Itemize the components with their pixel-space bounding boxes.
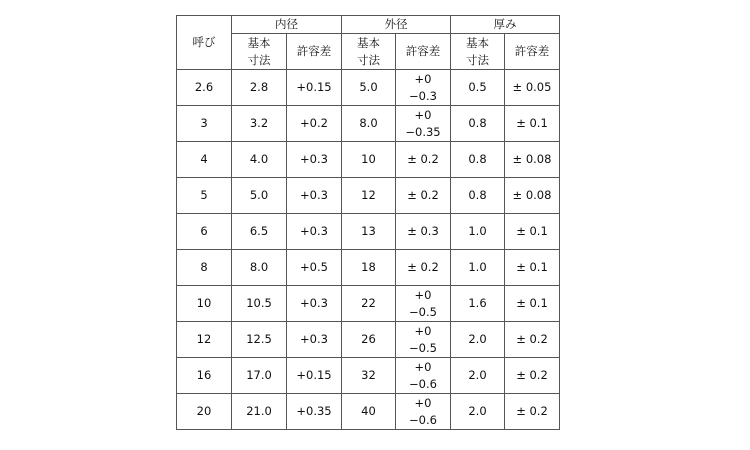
cell-t-tolerance: ± 0.05 bbox=[505, 70, 560, 106]
cell-id-basic: 4.0 bbox=[232, 142, 287, 178]
header-row-groups bbox=[177, 16, 560, 34]
cell-id-basic: 10.5 bbox=[232, 286, 287, 322]
cell-t-basic: 2.0 bbox=[451, 322, 505, 358]
cell-id-tolerance: +0.2 bbox=[287, 106, 342, 142]
cell-nominal: 20 bbox=[177, 394, 232, 430]
table-row bbox=[177, 322, 560, 358]
tolerance-line: −0.3 bbox=[409, 88, 437, 103]
cell-id-basic: 8.0 bbox=[232, 250, 287, 286]
basic-size-line-1: 基本 bbox=[247, 35, 271, 50]
basic-size-line-2: 寸法 bbox=[247, 52, 271, 67]
cell-od-basic: 32 bbox=[342, 358, 396, 394]
tolerance-line: −0.6 bbox=[409, 412, 437, 427]
basic-size-line-1: 基本 bbox=[466, 35, 489, 50]
table-row bbox=[177, 214, 560, 250]
cell-t-tolerance: ± 0.1 bbox=[505, 286, 560, 322]
cell-id-basic: 12.5 bbox=[232, 322, 287, 358]
header-id-tolerance: 許容差 bbox=[287, 34, 342, 70]
cell-t-basic: 0.5 bbox=[451, 70, 505, 106]
washer-spec-table bbox=[176, 15, 560, 430]
cell-id-basic: 2.8 bbox=[232, 70, 287, 106]
basic-size-line-1: 基本 bbox=[357, 35, 380, 50]
header-od-basic-size bbox=[342, 34, 396, 70]
cell-t-basic: 1.0 bbox=[451, 214, 505, 250]
cell-t-basic: 2.0 bbox=[451, 394, 505, 430]
cell-nominal: 2.6 bbox=[177, 70, 232, 106]
cell-id-tolerance: +0.3 bbox=[287, 322, 342, 358]
basic-size-line-2: 寸法 bbox=[357, 52, 380, 67]
cell-od-tolerance bbox=[396, 286, 451, 322]
cell-id-basic: 21.0 bbox=[232, 394, 287, 430]
cell-nominal: 3 bbox=[177, 106, 232, 142]
header-t-tolerance: 許容差 bbox=[505, 34, 560, 70]
cell-id-tolerance: +0.3 bbox=[287, 142, 342, 178]
tolerance-line: ± 0.2 bbox=[407, 260, 439, 274]
cell-id-tolerance: +0.35 bbox=[287, 394, 342, 430]
cell-id-tolerance: +0.3 bbox=[287, 286, 342, 322]
cell-t-tolerance: ± 0.2 bbox=[505, 358, 560, 394]
cell-nominal: 12 bbox=[177, 322, 232, 358]
cell-t-basic: 1.0 bbox=[451, 250, 505, 286]
table-row bbox=[177, 70, 560, 106]
tolerance-line: ± 0.2 bbox=[407, 152, 439, 166]
cell-od-tolerance bbox=[396, 394, 451, 430]
cell-id-tolerance: +0.3 bbox=[287, 178, 342, 214]
cell-od-basic: 13 bbox=[342, 214, 396, 250]
cell-t-basic: 0.8 bbox=[451, 142, 505, 178]
cell-od-basic: 10 bbox=[342, 142, 396, 178]
cell-id-tolerance: +0.15 bbox=[287, 358, 342, 394]
cell-t-tolerance: ± 0.2 bbox=[505, 322, 560, 358]
header-inner-diameter: 内径 bbox=[232, 16, 342, 34]
cell-od-basic: 26 bbox=[342, 322, 396, 358]
table-row bbox=[177, 394, 560, 430]
cell-t-basic: 0.8 bbox=[451, 106, 505, 142]
cell-id-basic: 3.2 bbox=[232, 106, 287, 142]
header-outer-diameter: 外径 bbox=[342, 16, 451, 34]
tolerance-line: −0.5 bbox=[409, 304, 437, 319]
cell-od-tolerance bbox=[396, 214, 451, 250]
tolerance-line: +0 bbox=[414, 287, 432, 302]
cell-od-tolerance bbox=[396, 250, 451, 286]
cell-od-basic: 8.0 bbox=[342, 106, 396, 142]
cell-od-tolerance bbox=[396, 322, 451, 358]
cell-nominal: 10 bbox=[177, 286, 232, 322]
cell-od-basic: 5.0 bbox=[342, 70, 396, 106]
cell-nominal: 4 bbox=[177, 142, 232, 178]
cell-nominal: 5 bbox=[177, 178, 232, 214]
tolerance-line: +0 bbox=[414, 107, 432, 122]
cell-t-tolerance: ± 0.1 bbox=[505, 250, 560, 286]
table-row bbox=[177, 250, 560, 286]
tolerance-line: −0.5 bbox=[409, 340, 437, 355]
cell-t-basic: 2.0 bbox=[451, 358, 505, 394]
cell-od-basic: 12 bbox=[342, 178, 396, 214]
cell-id-tolerance: +0.5 bbox=[287, 250, 342, 286]
cell-od-tolerance bbox=[396, 358, 451, 394]
cell-t-tolerance: ± 0.1 bbox=[505, 106, 560, 142]
table-row bbox=[177, 178, 560, 214]
header-thickness: 厚み bbox=[451, 16, 560, 34]
tolerance-line: +0 bbox=[414, 323, 432, 338]
tolerance-line: +0 bbox=[414, 71, 432, 86]
cell-od-tolerance bbox=[396, 106, 451, 142]
header-od-tolerance: 許容差 bbox=[396, 34, 451, 70]
basic-size-line-2: 寸法 bbox=[466, 52, 489, 67]
cell-t-tolerance: ± 0.08 bbox=[505, 178, 560, 214]
header-id-basic-size bbox=[232, 34, 287, 70]
table-row bbox=[177, 358, 560, 394]
cell-t-basic: 0.8 bbox=[451, 178, 505, 214]
cell-od-basic: 40 bbox=[342, 394, 396, 430]
tolerance-line: −0.35 bbox=[405, 124, 441, 139]
cell-od-tolerance bbox=[396, 142, 451, 178]
cell-t-basic: 1.6 bbox=[451, 286, 505, 322]
tolerance-line: ± 0.3 bbox=[407, 224, 439, 238]
cell-nominal: 8 bbox=[177, 250, 232, 286]
cell-nominal: 16 bbox=[177, 358, 232, 394]
cell-id-basic: 6.5 bbox=[232, 214, 287, 250]
table-row bbox=[177, 286, 560, 322]
cell-id-basic: 5.0 bbox=[232, 178, 287, 214]
cell-od-tolerance bbox=[396, 70, 451, 106]
cell-id-tolerance: +0.15 bbox=[287, 70, 342, 106]
table-row bbox=[177, 106, 560, 142]
tolerance-line: ± 0.2 bbox=[407, 188, 439, 202]
tolerance-line: +0 bbox=[414, 359, 432, 374]
cell-t-tolerance: ± 0.2 bbox=[505, 394, 560, 430]
header-t-basic-size bbox=[451, 34, 505, 70]
cell-id-basic: 17.0 bbox=[232, 358, 287, 394]
cell-id-tolerance: +0.3 bbox=[287, 214, 342, 250]
cell-od-basic: 22 bbox=[342, 286, 396, 322]
cell-t-tolerance: ± 0.08 bbox=[505, 142, 560, 178]
table-body bbox=[177, 16, 560, 430]
tolerance-line: +0 bbox=[414, 395, 432, 410]
header-nominal: 呼び bbox=[177, 16, 232, 70]
cell-od-basic: 18 bbox=[342, 250, 396, 286]
cell-t-tolerance: ± 0.1 bbox=[505, 214, 560, 250]
tolerance-line: −0.6 bbox=[409, 376, 437, 391]
cell-od-tolerance bbox=[396, 178, 451, 214]
table-row bbox=[177, 142, 560, 178]
cell-nominal: 6 bbox=[177, 214, 232, 250]
header-row-sub bbox=[177, 34, 560, 70]
